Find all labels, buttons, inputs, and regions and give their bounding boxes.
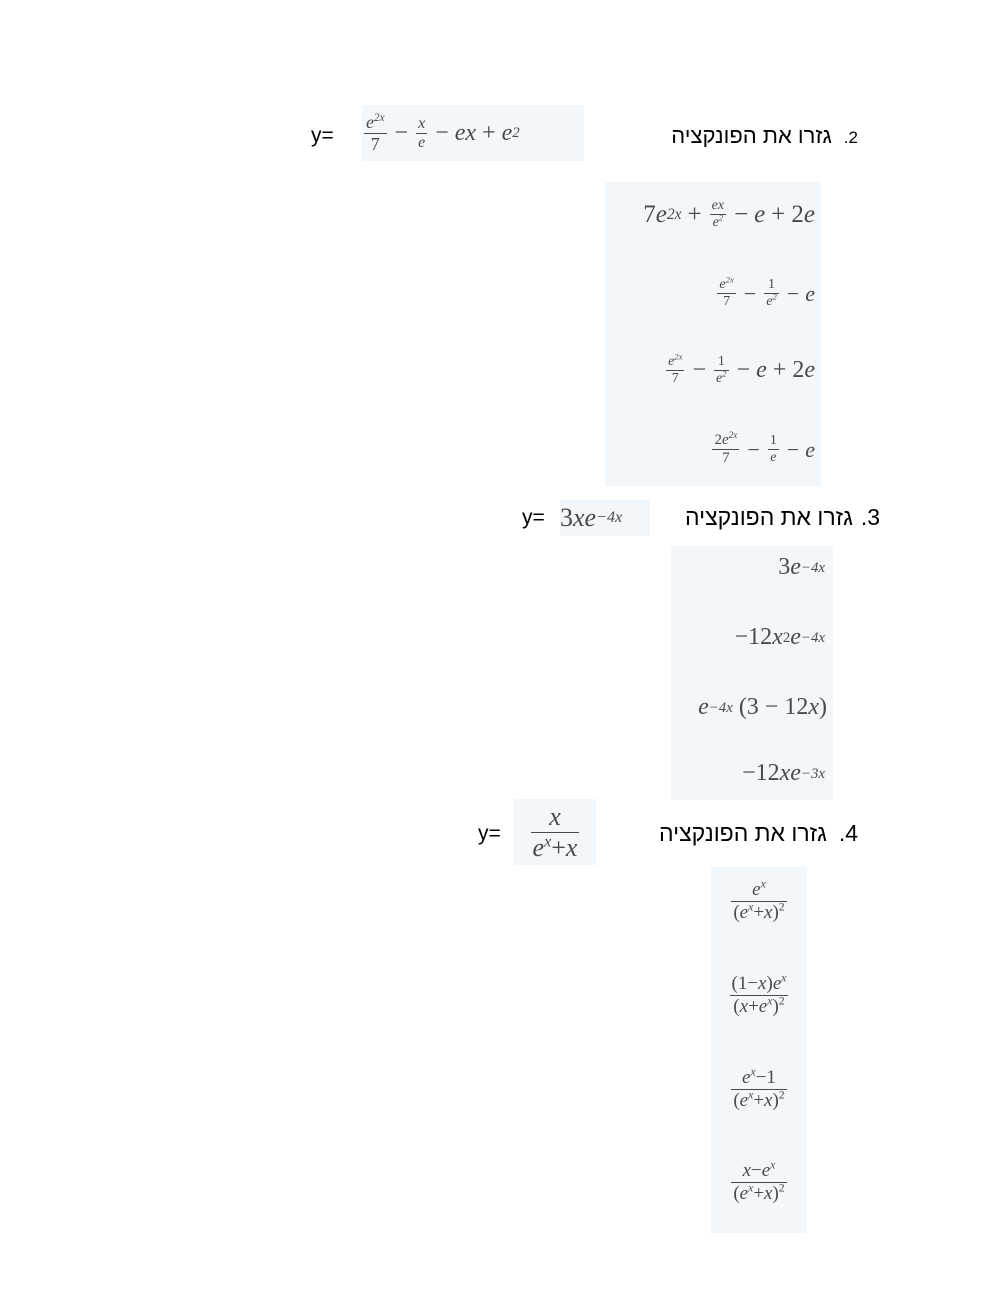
answer-option-q4-4[interactable]: $\frac{x-e^x}{(e^x+x)^2}$ [733,1158,785,1204]
answer-option-q2-2[interactable]: $\frac{e^{2x}}{7}$ − $\frac{1}{e^2}$ − e [719,274,815,309]
answer-option-q2-1[interactable]: 7 e 2x + $\frac{ex}{e^2}$ − e + 2 e [643,198,815,230]
answer-option-q3-4[interactable]: −12 xe −3x [742,760,825,786]
answer-option-q4-3[interactable]: $\frac{e^x-1}{(e^x+x)^2}$ [733,1065,785,1111]
answer-option-q2-3[interactable]: $\frac{e^{2x}}{7}$ − $\frac{1}{e^2}$ − e + 2 e [668,351,815,386]
answer-option-q3-2[interactable]: −12 x 2 e −4x [734,624,825,650]
question-prompt-q4 [659,820,858,847]
question-number-q4: 4. [838,820,858,846]
function-q3: 3 xe −4x [560,500,650,536]
y-label-q2: y= [311,124,334,147]
answer-option-q2-4[interactable]: $\frac{2e^{2x}}{7}$ − $\frac{1}{e}$ − e [714,431,815,466]
answer-options-q2 [605,182,821,486]
answer-option-q3-3[interactable]: e −4x (3 − 12 x ) [698,694,827,720]
function-q4: $\frac{x}{e^x+x}$ [514,799,596,865]
question-2 [0,0,1000,490]
question-prompt-q2 [671,123,858,149]
answer-option-q3-1[interactable]: 3 e −4x [778,554,825,580]
prompt-text-q2: גזרו את הפונקציה [671,123,832,148]
y-label-q3: y= [522,506,545,529]
answer-option-q4-1[interactable]: $\frac{e^x}{(e^x+x)^2}$ [733,877,785,923]
question-number-q3: 3. [860,504,880,530]
y-label-q4: y= [478,822,501,845]
prompt-text-q3: גזרו את הפונקציה [685,504,853,530]
question-prompt-q3 [685,504,880,531]
answer-options-q3 [671,546,833,800]
question-4 [0,795,1000,1245]
question-number-q2: 2. [843,128,858,147]
function-q2: $\frac{e^{2x}}{7}$ − $\frac{x}{e}$ − ex + e 2 [362,105,584,161]
answer-option-q4-2[interactable]: $\frac{(1-x)e^x}{(x+e^x)^2}$ [731,971,787,1017]
answer-options-q4 [711,867,807,1233]
prompt-text-q4: גזרו את הפונקציה [659,820,827,846]
question-3 [0,490,1000,805]
